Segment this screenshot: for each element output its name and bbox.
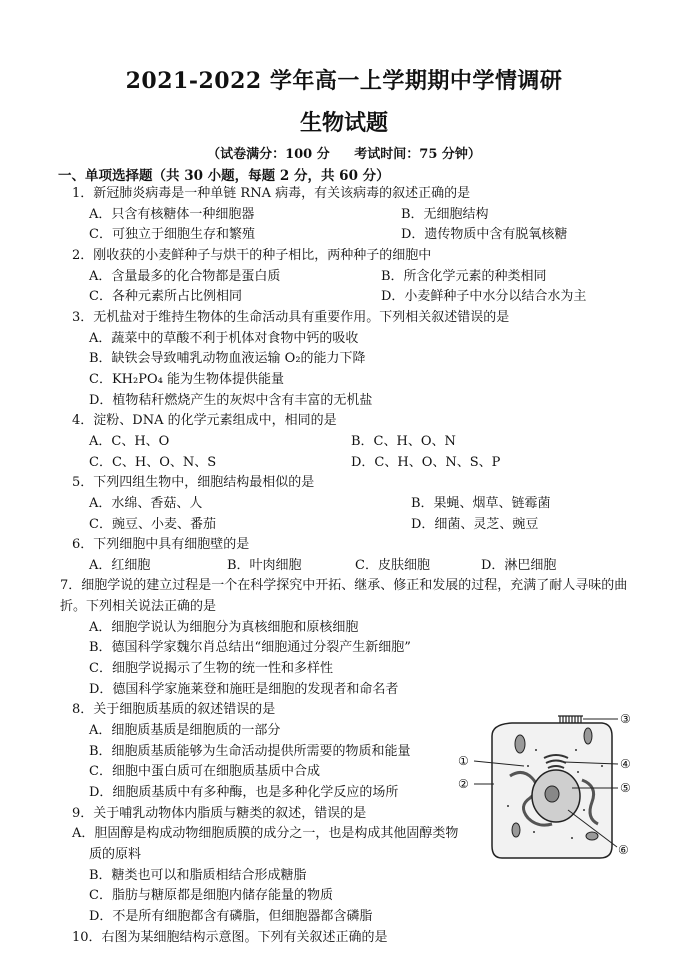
option: C．皮肤细胞 — [355, 557, 430, 573]
exam-meta — [0, 143, 688, 162]
option: D．植物秸秆燃烧产生的灰烬中含有丰富的无机盐 — [89, 392, 373, 408]
section-title: 一、单项选择题（共 30 小题，每题 2 分，共 60 分） — [58, 168, 390, 184]
option: A．水绵、香菇、人 — [89, 495, 203, 511]
mitochondrion — [512, 823, 520, 837]
question-stem: 6．下列细胞中具有细胞壁的是 — [72, 537, 250, 553]
question-stem: 3．无机盐对于维持生物体的生命活动具有重要作用。下列相关叙述错误的是 — [72, 309, 510, 325]
option: C．细胞学说揭示了生物的统一性和多样性 — [89, 661, 333, 677]
option: B．C、H、O、N — [351, 433, 456, 449]
question-stem: 5．下列四组生物中，细胞结构最相似的是 — [72, 475, 315, 491]
option: D．不是所有细胞都含有磷脂，但细胞器都含磷脂 — [89, 908, 373, 924]
mitochondrion — [586, 832, 598, 840]
label-1: ① — [458, 754, 469, 768]
option: A．蔬菜中的草酸不利于机体对食物中钙的吸收 — [89, 330, 359, 346]
option: D．细菌、灵芝、豌豆 — [411, 516, 539, 532]
option: B．无细胞结构 — [401, 206, 489, 222]
option: B．糖类也可以和脂质相结合形成糖脂 — [89, 867, 307, 883]
option: B．果蝇、烟草、链霉菌 — [411, 495, 551, 511]
option: D．小麦鲜种子中水分以结合水为主 — [381, 289, 587, 305]
option: B．细胞质基质能够为生命活动提供所需要的物质和能量 — [89, 743, 411, 759]
label-6: ⑥ — [618, 843, 629, 857]
option: D．遗传物质中含有脱氧核糖 — [401, 227, 568, 243]
option: A．C、H、O — [89, 433, 170, 449]
option: B．所含化学元素的种类相同 — [381, 268, 547, 284]
exam-title: 2021-2022 学年高一上学期期中学情调研 — [125, 68, 563, 94]
option: A．只含有核糖体一种细胞器 — [89, 206, 255, 222]
option: C．细胞中蛋白质可在细胞质基质中合成 — [89, 764, 320, 780]
question-stem: 7．细胞学说的建立过程是一个在科学探究中开拓、继承、修正和发展的过程，充满了耐人寻味的曲折。下列相关说法正确的是 — [60, 578, 628, 615]
mitochondrion — [584, 728, 592, 744]
question-stem: 10．右图为某细胞结构示意图。下列有关叙述正确的是 — [72, 929, 388, 945]
option: A．细胞质基质是细胞质的一部分 — [89, 723, 281, 739]
label-5: ⑤ — [620, 781, 631, 795]
option: D．德国科学家施莱登和施旺是细胞的发现者和命名者 — [89, 681, 399, 697]
question-stem: 9．关于哺乳动物体内脂质与糖类的叙述，错误的是 — [72, 805, 367, 821]
cell-diagram — [452, 706, 642, 866]
option: C．可独立于细胞生存和繁殖 — [89, 227, 255, 243]
score-info: （试卷满分：100 分 — [207, 147, 330, 162]
option: D．淋巴细胞 — [481, 557, 557, 573]
question-stem: 2．刚收获的小麦鲜种子与烘干的种子相比，两种种子的细胞中 — [72, 247, 432, 263]
option: A．细胞学说认为细胞分为真核细胞和原核细胞 — [89, 619, 359, 635]
option: D．细胞质基质中有多种酶，也是多种化学反应的场所 — [89, 785, 399, 801]
question-stem: 4．淀粉、DNA 的化学元素组成中，相同的是 — [72, 413, 337, 429]
option: D．C、H、O、N、S、P — [351, 454, 501, 470]
option: C．各种元素所占比例相同 — [89, 289, 242, 305]
question-stem: 1．新冠肺炎病毒是一种单链 RNA 病毒，有关该病毒的叙述正确的是 — [72, 186, 471, 201]
nucleolus — [545, 786, 559, 802]
option: A．含量最多的化合物都是蛋白质 — [89, 268, 281, 284]
option: B．德国科学家魏尔肖总结出“细胞通过分裂产生新细胞” — [89, 640, 411, 656]
mitochondrion — [515, 735, 525, 753]
option: C．豌豆、小麦、番茄 — [89, 516, 216, 532]
option: A．胆固醇是构成动物细胞质膜的成分之一，也是构成其他固醇类物质的原料 — [72, 826, 459, 862]
option: C．KH₂PO₄ 能为生物体提供能量 — [89, 371, 284, 387]
option: C．C、H、O、N、S — [89, 454, 217, 470]
option: C．脂肪与糖原都是细胞内储存能量的物质 — [89, 888, 333, 904]
label-4: ④ — [620, 757, 631, 771]
option: B．缺铁会导致哺乳动物血液运输 O₂的能力下降 — [89, 351, 366, 367]
question-stem: 8．关于细胞质基质的叙述错误的是 — [72, 702, 276, 718]
exam-subject: 生物试题 — [299, 110, 388, 136]
option: A．红细胞 — [89, 557, 151, 573]
label-2: ② — [458, 777, 469, 791]
label-3: ③ — [620, 712, 631, 726]
microvilli — [558, 716, 583, 723]
time-info: 考试时间：75 分钟） — [354, 147, 481, 162]
option: B．叶肉细胞 — [227, 557, 302, 573]
